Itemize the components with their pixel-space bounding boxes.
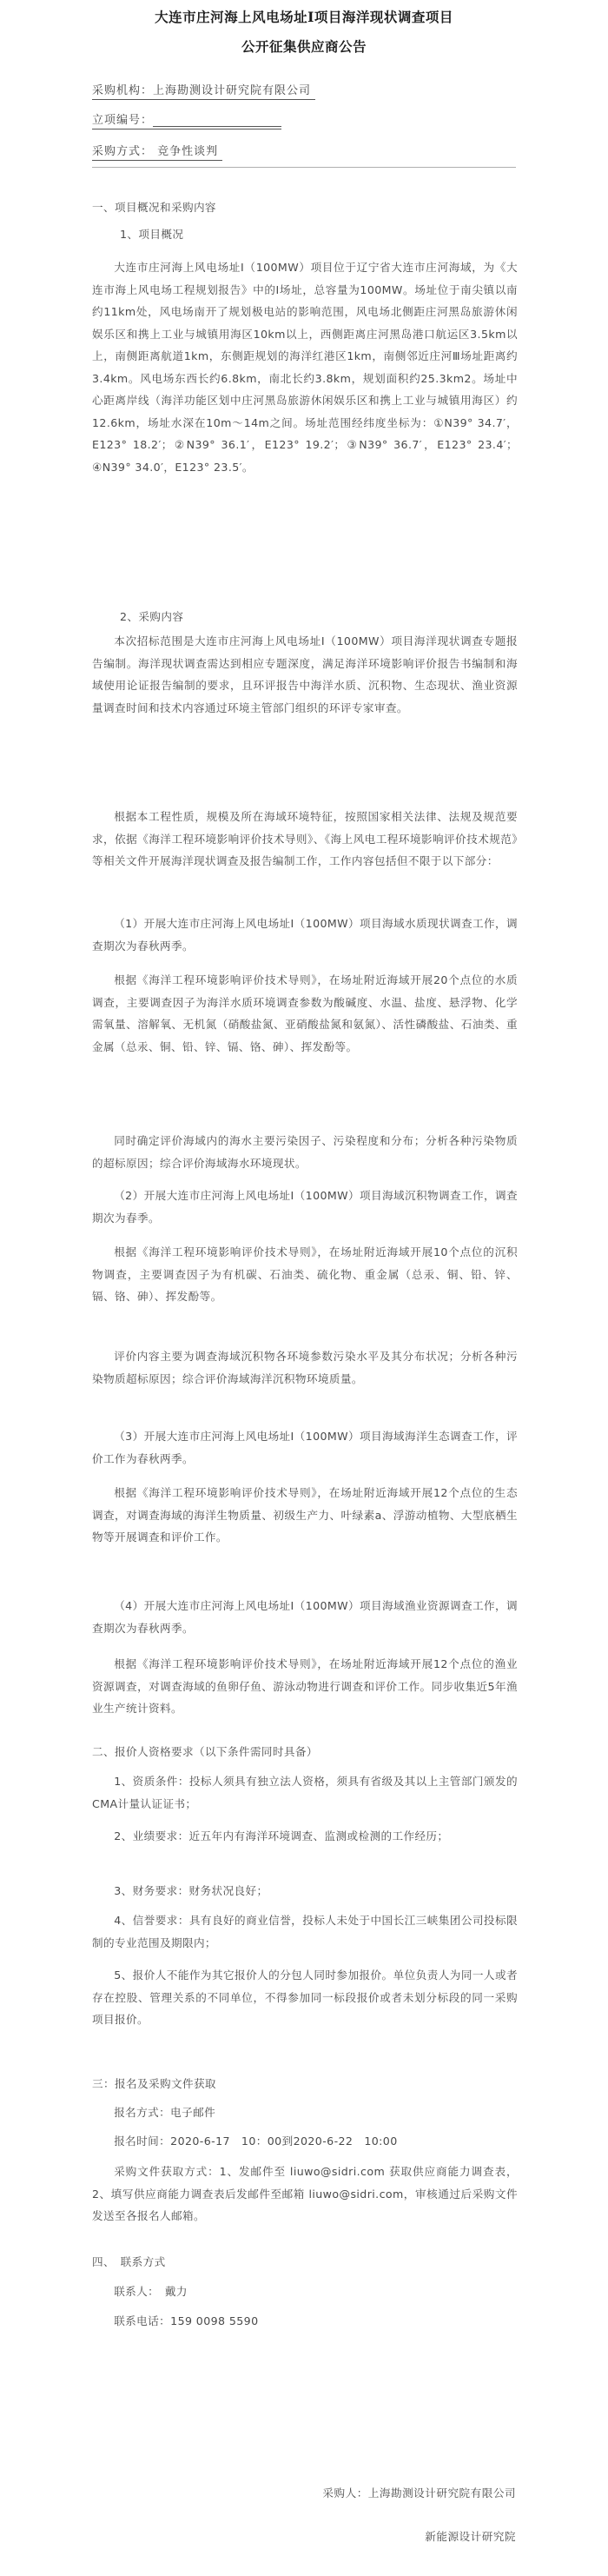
requirement-4: 4、信誉要求：具有良好的商业信誉，投标人未处于中国长江三峡集团公司投标限制的专业范围及期限内； xyxy=(92,1914,518,1949)
item-4-detail: 根据《海洋工程环境影响评价技术导则》，在场址附近海域开展12个点位的渔业资源调查，对调查海域的鱼卵仔鱼、游泳动物进行调查和评价工作。同步收集近5年渔业生产统计资料。 xyxy=(92,1657,518,1715)
item-2-note: 评价内容主要为调查海域沉积物各环境参数污染水平及其分布状况；分析各种污染物质超标原因；综合评价海域海洋沉积物环境质量。 xyxy=(92,1350,518,1385)
purchaser-signature: 采购人：上海勘测设计研究院有限公司 xyxy=(322,2486,516,2500)
project-no-blank xyxy=(153,114,281,127)
scope-paragraph-2: 根据本工程性质，规模及所在海域环境特征，按照国家相关法律、法规及规范要求，依据《海洋工程环境影响评价技术导则》、《海上风电工程环境影响评价技术规范》等相关文件开展海洋现状调查及报告编制工作，工作内容包括但不限于以下部分： xyxy=(92,810,518,867)
project-no-meta xyxy=(92,110,281,129)
requirement-2: 2、业绩要求：近五年内有海洋环境调查、监测或检测的工作经历； xyxy=(114,1829,449,1842)
purchaser-label: 采购机构： xyxy=(92,84,154,97)
department-signature: 新能源设计研究院 xyxy=(425,2530,516,2543)
document-access: 采购文件获取方式：1、发邮件至 liuwo@sidri.com 获取供应商能力调查表，2、填写供应商能力调查表后发邮件至邮箱 liuwo@sidri.com，审核通过后采购文件发送至各报名人邮箱。 xyxy=(92,2165,518,2222)
contact-person: 联系人： 戴力 xyxy=(114,2285,188,2298)
item-2: （2）开展大连市庄河海上风电场址Ⅰ（100MW）项目海域沉积物调查工作，调查期次为春季。 xyxy=(92,1189,518,1225)
section-1-2-heading: 2、采购内容 xyxy=(120,610,184,623)
method-meta xyxy=(92,142,222,161)
registration-time: 报名时间：2020-6-17 10：00到2020-6-22 10:00 xyxy=(114,2134,398,2148)
title-line-2: 公开征集供应商公告 xyxy=(241,38,367,55)
section-4-heading: 四、 联系方式 xyxy=(92,2255,166,2268)
requirement-1: 1、资质条件：投标人须具有独立法人资格，须具有省级及其以上主管部门颁发的CMA计量认证证书； xyxy=(92,1775,518,1810)
method-value: 竞争性谈判 xyxy=(157,145,219,158)
purchaser-value: 上海勘测设计研究院有限公司 xyxy=(153,84,312,97)
item-1-detail: 根据《海洋工程环境影响评价技术导则》，在场址附近海域开展20个点位的水质调查，主要调查因子为海洋水质环境调查参数为酸碱度、水温、盐度、悬浮物、化学需氧量、溶解氧、无机氮（硝酸盐氮、亚硝酸盐氮和氨氮）、活性磷酸盐、石油类、重金属（总汞、铜、铅、锌、镉、铬、砷）、挥发酚等。 xyxy=(92,973,518,1053)
registration-method: 报名方式：电子邮件 xyxy=(114,2106,216,2119)
item-2-detail: 根据《海洋工程环境影响评价技术导则》，在场址附近海域开展10个点位的沉积物调查，主要调查因子为有机碳、石油类、硫化物、重金属（总汞、铜、铅、锌、镉、铬、砷）、挥发酚等。 xyxy=(92,1245,518,1303)
section-1-1-heading: 1、项目概况 xyxy=(120,228,184,241)
project-no-label: 立项编号： xyxy=(92,114,154,127)
requirement-5: 5、报价人不能作为其它报价人的分包人同时参加报价。单位负责人为同一人或者存在控股、管理关系的不同单位，不得参加同一标段报价或者未划分标段的同一采购项目报价。 xyxy=(92,1969,518,2026)
item-3: （3）开展大连市庄河海上风电场址Ⅰ（100MW）项目海域海洋生态调查工作，评价工作为春秋两季。 xyxy=(92,1430,518,1465)
section-1-heading: 一、项目概况和采购内容 xyxy=(92,201,216,214)
header-divider xyxy=(92,167,516,168)
title-line-1: 大连市庄河海上风电场址Ⅰ项目海洋现状调查项目 xyxy=(155,9,453,25)
scope-paragraph-1: 本次招标范围是大连市庄河海上风电场址Ⅰ（100MW）项目海洋现状调查专题报告编制。海洋现状调查需达到相应专题深度，满足海洋环境影响评价报告书编制和海域使用论证报告编制的要求，且环评报告中海洋水质、沉积物、生态现状、渔业资源量调查时间和技术内容通过环境主管部门组织的环评专家审查。 xyxy=(92,634,518,714)
method-label: 采购方式： xyxy=(92,145,154,158)
item-3-detail: 根据《海洋工程环境影响评价技术导则》，在场址附近海域开展12个点位的生态调查，对调查海域的海洋生物质量、初级生产力、叶绿素a、浮游动植物、大型底栖生物等开展调查和评价工作。 xyxy=(92,1486,518,1544)
requirement-3: 3、财务要求：财务状况良好； xyxy=(114,1884,268,1897)
section-2-heading: 二、报价人资格要求（以下条件需同时具备） xyxy=(92,1745,318,1758)
project-overview: 大连市庄河海上风电场址Ⅰ（100MW）项目位于辽宁省大连市庄河海域，为《大连市海上风电场工程规划报告》中的Ⅰ场址，总容量为100MW。场址位于南尖镇以南约11km处，风电场南开了规划极电站的影响范围，风电场北侧距庄河黑岛旅游休闲娱乐区和携上工业与城镇用海区10km以上，西侧距离庄河黑岛港口航运区3.5km以上，南侧距离航道1km，东侧距规划的海洋红港区1km，南侧邻近庄河Ⅲ场址距离约3.4km。风电场东西长约6.8km，南北长约3.8km，规划面积约25.3km2。场址中心距离岸线（海洋功能区划中庄河黑岛旅游休闲娱乐区和携上工业与城镇用海区）约12.6km，场址水深在10m～14m之间。场址范围经纬度坐标为：①N39° 34.7′，E123° 18.2′；②N39° 36.1′，E123° 19.2′；③N39° 36.7′，E123° 23.4′；④N39° 34.0′，E123° 23.5′。 xyxy=(92,261,518,474)
item-1: （1）开展大连市庄河海上风电场址Ⅰ（100MW）项目海域水质现状调查工作，调查期次为春秋两季。 xyxy=(92,917,518,953)
purchaser-meta xyxy=(92,81,315,100)
contact-phone: 联系电话：159 0098 5590 xyxy=(114,2314,259,2327)
item-4: （4）开展大连市庄河海上风电场址Ⅰ（100MW）项目海域渔业资源调查工作，调查期次为春秋两季。 xyxy=(92,1599,518,1635)
section-3-heading: 三：报名及采购文件获取 xyxy=(92,2077,216,2090)
item-1-note: 同时确定评价海域内的海水主要污染因子、污染程度和分布；分析各种污染物质的超标原因；综合评价海域海水环境现状。 xyxy=(92,1134,518,1170)
